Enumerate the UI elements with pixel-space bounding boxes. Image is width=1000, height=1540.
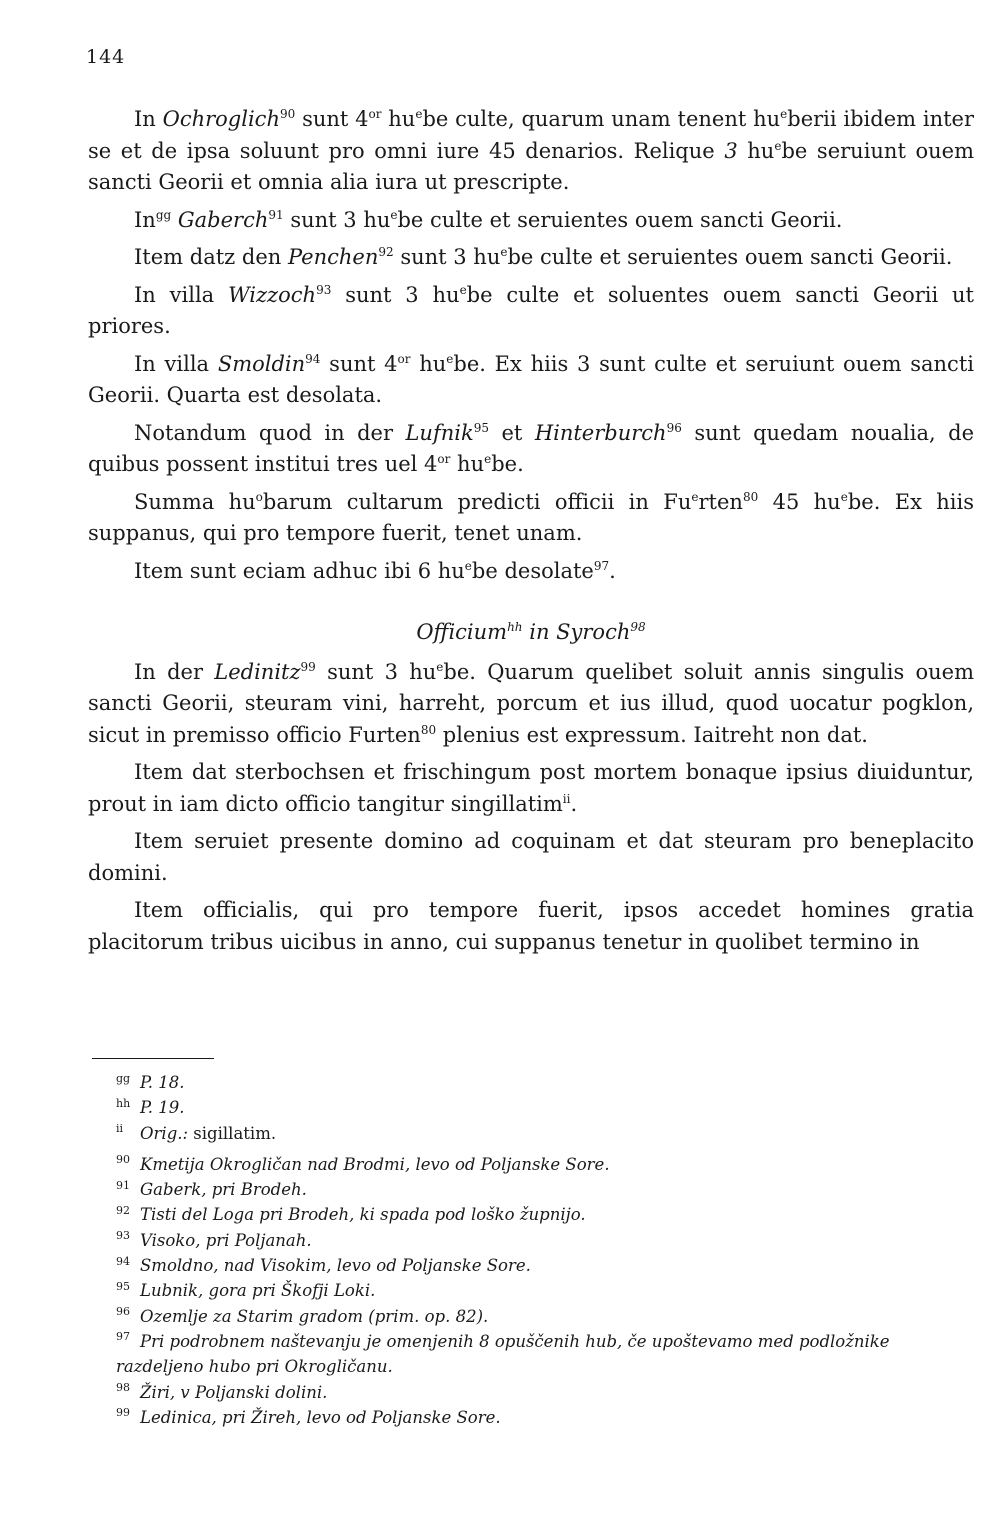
superscript: e (774, 138, 782, 153)
paragraph-penchen (88, 242, 974, 274)
footnote-95: 95 Lubnik, gora pri Škofji Loki. (116, 1279, 376, 1301)
footnote-text: Kmetija Okrogličan nad Brodmi, levo od Poljanske Sore. (140, 1154, 610, 1174)
footnote-text: Pri podrobnem naštevanju je omenjenih 8 opuščenih hub, če upoštevamo med podložnike razdeljeno hubo pri Okrogličanu. (116, 1331, 890, 1377)
page-number: 144 (86, 46, 126, 68)
text: Item officialis, qui pro tempore fuerit, ipsos accedet homines gratia placitorum tribus uicibus in anno, cui suppanus tenetur in quolibet termino in (88, 898, 974, 954)
footnote-98: 98 Žiri, v Poljanski dolini. (116, 1381, 328, 1402)
paragraph-sterbochsen (88, 757, 974, 820)
superscript: or (437, 452, 451, 466)
footnote-label: Orig.: (140, 1123, 189, 1143)
italic-number: 3 (724, 138, 738, 163)
footnote-ref: 97 (593, 558, 610, 573)
text (171, 208, 178, 232)
place-name: Wizzoch (228, 282, 317, 307)
text: Item sunt eciam adhuc ibi 6 hu (134, 558, 465, 583)
superscript: o (255, 489, 263, 504)
footnote-ref: 99 (300, 659, 316, 674)
text: . (570, 791, 578, 816)
footnote-ref: hh (507, 620, 523, 634)
superscript: e (436, 659, 444, 674)
text: be. Quarum quelibet soluit annis singulis ouem sancti Georii, steuram vini, harreht, porcum et ius illud, quod uocatur pogklon, sicut in premisso officio Furten (88, 659, 974, 747)
footnote-93: 93 Visoko, pri Poljanah. (116, 1229, 312, 1250)
paragraph-smoldin (88, 349, 974, 412)
text: sunt quedam noualia, de quibus possent institui tres uel 4 (88, 420, 975, 476)
text: be desolate (471, 558, 594, 583)
text: sunt 3 hu (331, 282, 460, 307)
superscript: e (500, 245, 508, 259)
footnote-ref: 98 (630, 620, 646, 634)
superscript: or (368, 107, 382, 121)
footnotes (116, 1070, 978, 1430)
section-heading (88, 617, 974, 649)
text: plenius est expressum. Iaitreht non dat. (436, 722, 868, 747)
text: be seruiunt ouem sancti Georii et omnia alia iura ut prescripte. (88, 138, 974, 194)
footnote-ii: ii Orig.: sigillatim. (116, 1122, 277, 1143)
text: sunt 3 hu (393, 245, 501, 269)
superscript: e (390, 207, 398, 222)
footnote-ref: ii (562, 791, 571, 806)
superscript: e (464, 558, 472, 573)
heading-text: in Syroch (522, 620, 631, 644)
text: be. (491, 452, 524, 476)
superscript: e (484, 452, 492, 466)
text: sunt 3 hu (283, 207, 391, 232)
footnote-90: 90 Kmetija Okrogličan nad Brodmi, levo od Poljanske Sore. (116, 1153, 610, 1174)
text: be. Ex hiis suppanus, qui pro tempore fuerit, tenet unam. (88, 489, 975, 545)
footnote-text: Ozemlje za Starim gradom (prim. op. 82). (140, 1306, 489, 1326)
footnote-text: Ledinica, pri Žireh, levo od Poljanske Sore. (140, 1407, 501, 1427)
footnote-97: 97 Pri podrobnem naštevanju je omenjenih 8 opuščenih hub, če upoštevamo med podložnike razdeljeno hubo pri Okrogličanu. (116, 1330, 890, 1377)
paragraph-ledinitz (88, 657, 974, 752)
text: hu (410, 351, 447, 376)
place-name: Ledinitz (214, 659, 301, 684)
text: Item seruiet presente domino ad coquinam et dat steuram pro beneplacito domini. (88, 829, 974, 885)
footnote-text: P. 19. (140, 1098, 185, 1118)
footnote-separator (92, 1058, 214, 1059)
footnote-91: 91 Gaberk, pri Brodeh. (116, 1178, 307, 1200)
text: sunt 4 (295, 107, 369, 131)
superscript: or (397, 351, 411, 366)
text: hu (381, 107, 416, 131)
text: et (488, 420, 535, 445)
footnote-ref: 94 (305, 351, 321, 366)
text: Notandum quod in der (134, 420, 406, 445)
footnote-ref: 93 (316, 282, 332, 297)
footnote-94: 94 Smoldno, nad Visokim, levo od Poljanske Sore. (116, 1254, 531, 1276)
footnote-ref: 90 (279, 107, 296, 121)
footnote-hh: hh P. 19. (116, 1096, 185, 1118)
footnote-ref: 96 (666, 420, 682, 435)
main-text (88, 104, 974, 964)
footnote-ref: 95 (473, 420, 489, 435)
superscript: e (840, 489, 848, 504)
text: . (609, 558, 616, 583)
paragraph-summa (88, 487, 974, 550)
text: rten (698, 489, 743, 514)
footnote-text: sigillatim. (188, 1123, 277, 1143)
place-name: Gaberch (177, 207, 269, 232)
paragraph-gaberch (88, 205, 974, 237)
heading-text: Officium (416, 620, 508, 644)
footnote-text: Tisti del Loga pri Brodeh, ki spada pod loško župnijo. (140, 1205, 586, 1225)
paragraph-wizzoch (88, 280, 974, 343)
text: berii ibidem inter se et de ipsa soluunt pro omni iure 45 denarios. Relique (88, 107, 974, 163)
text: be culte et soluentes ouem sancti Georii ut priores. (88, 282, 974, 338)
superscript: e (691, 489, 699, 504)
text: In villa (134, 282, 229, 307)
text: In (134, 107, 163, 131)
paragraph-officialis (88, 895, 974, 958)
paragraph-ochroglich (88, 104, 974, 199)
footnote-ref: 92 (378, 245, 394, 259)
footnote-text: Lubnik, gora pri Škofji Loki. (140, 1281, 376, 1301)
place-name: Lufnik (405, 420, 474, 445)
text: Summa hu (134, 489, 256, 514)
text: be culte et seruientes ouem sancti Georii. (507, 245, 953, 269)
text: be. Ex hiis 3 sunt culte et seruiunt ouem sancti Georii. Quarta est desolata. (88, 351, 974, 407)
footnote-ref: gg (155, 207, 172, 222)
text: barum cultarum predicti officii in Fu (262, 489, 692, 514)
footnote-99: 99 Ledinica, pri Žireh, levo od Poljanske Sore. (116, 1406, 501, 1427)
superscript: e (459, 282, 467, 297)
footnote-text: Gaberk, pri Brodeh. (140, 1180, 307, 1200)
footnote-text: P. 18. (140, 1073, 185, 1092)
text: hu (737, 138, 775, 163)
footnote-text: Smoldno, nad Visokim, levo od Poljanske Sore. (140, 1256, 531, 1276)
place-name: Penchen (287, 245, 379, 269)
footnote-92: 92 Tisti del Loga pri Brodeh, ki spada pod loško župnijo. (116, 1203, 586, 1225)
place-name: Ochroglich (162, 107, 280, 131)
text: sunt 3 hu (315, 659, 437, 684)
paragraph-seruiet (88, 826, 974, 889)
text: In villa (134, 351, 218, 376)
footnote-96: 96 Ozemlje za Starim gradom (prim. op. 82). (116, 1305, 489, 1326)
footnote-ref: 80 (742, 489, 759, 504)
footnote-text: Žiri, v Poljanski dolini. (140, 1382, 328, 1402)
text: hu (450, 452, 485, 476)
footnote-ref: 80 (420, 722, 437, 737)
text: 45 hu (758, 489, 841, 514)
text: be culte, quarum unam tenent hu (422, 107, 781, 131)
superscript: e (415, 107, 423, 121)
place-name: Hinterburch (534, 420, 667, 445)
text: be culte et seruientes ouem sancti Georii. (397, 207, 843, 232)
footnote-ref: 91 (268, 207, 284, 222)
text: sunt 4 (320, 351, 398, 376)
text: Item dat sterbochsen et frischingum post mortem bonaque ipsius diuiduntur, prout in iam dicto officio tangitur singillatim (88, 760, 974, 816)
superscript: e (446, 351, 454, 366)
paragraph-lufnik (88, 418, 974, 481)
paragraph-desolate (88, 556, 974, 588)
footnote-text: Visoko, pri Poljanah. (140, 1230, 312, 1250)
text: Item datz den (134, 245, 288, 269)
superscript: e (780, 107, 788, 121)
text: In (134, 207, 156, 232)
footnote-gg: gg P. 18. (116, 1071, 185, 1092)
text: In der (134, 659, 215, 684)
place-name: Smoldin (217, 351, 306, 376)
